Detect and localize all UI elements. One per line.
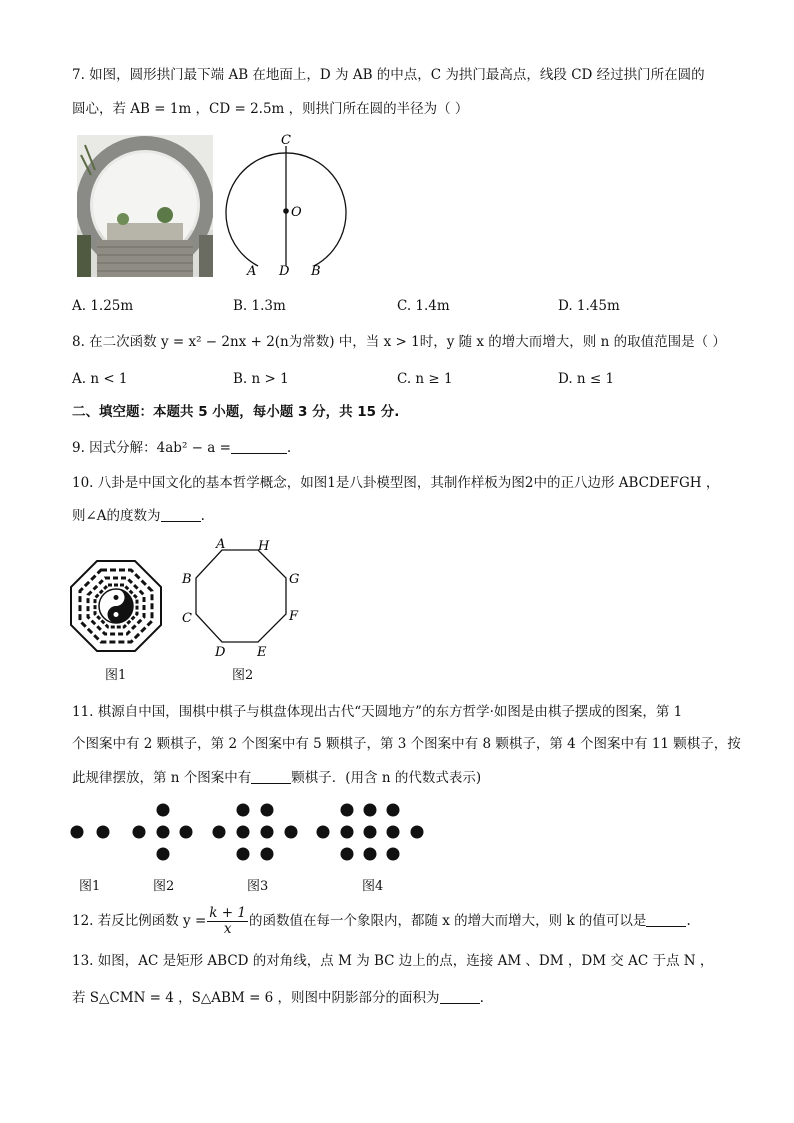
q8-option-d[interactable]: D. n ≤ 1: [558, 371, 615, 387]
center-point-o: [283, 208, 289, 214]
go-stone-patterns: [65, 800, 435, 870]
pattern-4: [317, 804, 424, 861]
q11-answer-blank[interactable]: [251, 769, 291, 784]
q8-option-a[interactable]: A. n < 1: [72, 371, 128, 387]
q10-answer-blank[interactable]: [161, 507, 201, 522]
q13-line-1: 13. 如图，AC 是矩形 ABCD 的对角线，点 M 为 BC 边上的点，连接 AM 、DM ，DM 交 AC 于点 N ，: [72, 953, 714, 969]
q13-suffix: .: [479, 990, 484, 1006]
q11-caption-2: 图2: [153, 879, 175, 894]
q8-line-1: 8. 在二次函数 y = x² − 2nx + 2(n为常数) 中，当 x > 1时，y 随 x 的增大而增大，则 n 的取值范围是（ ）: [72, 334, 726, 350]
q10-line-2: [72, 507, 205, 525]
q11-caption-3: 图3: [247, 879, 269, 894]
q10-line-1: 10. 八卦是中国文化的基本哲学概念，如图1是八卦模型图，其制作样板为图2中的正八边形 ABCDEFGH ，: [72, 475, 720, 491]
pattern-1: [71, 826, 110, 839]
q11-caption-4: 图4: [362, 879, 384, 894]
q13-line-2: [72, 989, 484, 1007]
q10-caption-2: 图2: [232, 668, 254, 683]
label-c: C: [281, 133, 291, 148]
label-f: F: [289, 609, 299, 624]
q10-caption-1: 图1: [105, 668, 127, 683]
q11-suffix: 颗棋子．(用含 n 的代数式表示): [291, 770, 482, 786]
q12-suffix: .: [686, 913, 691, 929]
q9-suffix: .: [286, 440, 292, 456]
q13-text: 若 S△CMN = 4 ，S△ABM = 6 ，则图中阴影部分的面积为: [72, 990, 440, 1006]
q9-text: 9. 因式分解：4ab² − a =: [72, 440, 231, 456]
moon-gate-photo: [77, 135, 213, 277]
q13-answer-blank[interactable]: [440, 989, 480, 1004]
q9-answer-blank[interactable]: [231, 439, 287, 454]
q8-option-b[interactable]: B. n > 1: [233, 371, 289, 387]
label-o: O: [291, 205, 302, 220]
fraction-numerator: k + 1: [209, 905, 246, 921]
label-d: D: [279, 264, 290, 279]
circle-diagram: [218, 132, 358, 282]
q12-answer-blank[interactable]: [646, 912, 686, 927]
label-e: E: [257, 645, 267, 660]
pattern-3: [213, 804, 298, 861]
q10-suffix: .: [200, 508, 205, 524]
section-heading: 二、填空题：本题共 5 小题，每小题 3 分，共 15 分.: [72, 404, 400, 420]
label-d: D: [215, 645, 226, 660]
q12-fraction: [207, 906, 248, 937]
q7-option-b[interactable]: B. 1.3m: [233, 298, 286, 314]
label-c: C: [182, 611, 192, 626]
q12-text: 12. 若反比例函数 y =: [72, 913, 207, 929]
label-b: B: [311, 264, 321, 279]
q11-caption-1: 图1: [79, 879, 101, 894]
q12-line: [72, 904, 691, 938]
q11-line-1: 11. 棋源自中国，围棋中棋子与棋盘体现出古代“天圆地方”的东方哲学·如图是由棋子摆成的图案，第 1: [72, 704, 683, 720]
label-b: B: [182, 572, 192, 587]
q8-option-c[interactable]: C. n ≥ 1: [397, 371, 453, 387]
q10-text: 则∠A的度数为: [72, 508, 161, 524]
bagua-diagram: [70, 560, 162, 652]
q11-text: 此规律摆放，第 n 个图案中有: [72, 770, 252, 786]
fraction-denominator: x: [223, 921, 232, 937]
label-a: A: [216, 538, 226, 552]
q7-line-1: 7. 如图，圆形拱门最下端 AB 在地面上，D 为 AB 的中点，C 为拱门最高点，线段 CD 经过拱门所在圆的: [72, 67, 705, 83]
label-g: G: [289, 572, 300, 587]
q9-line: [72, 439, 291, 457]
q7-line-2: 圆心，若 AB = 1m ，CD = 2.5m ，则拱门所在圆的半径为（ ）: [72, 101, 469, 117]
q11-line-2: 个图案中有 2 颗棋子，第 2 个图案中有 5 颗棋子，第 3 个图案中有 8 颗棋子，第 4 个图案中有 11 颗棋子，按: [72, 736, 741, 752]
q11-line-3: [72, 769, 481, 787]
label-a: A: [247, 264, 257, 279]
q12-middle: 的函数值在每一个象限内，都随 x 的增大而增大，则 k 的值可以是: [248, 913, 647, 929]
q7-option-d[interactable]: D. 1.45m: [558, 298, 620, 314]
q7-option-a[interactable]: A. 1.25m: [72, 298, 134, 314]
pattern-2: [133, 804, 193, 861]
q7-option-c[interactable]: C. 1.4m: [397, 298, 450, 314]
label-h: H: [258, 539, 270, 554]
octagon-diagram: [178, 538, 303, 660]
